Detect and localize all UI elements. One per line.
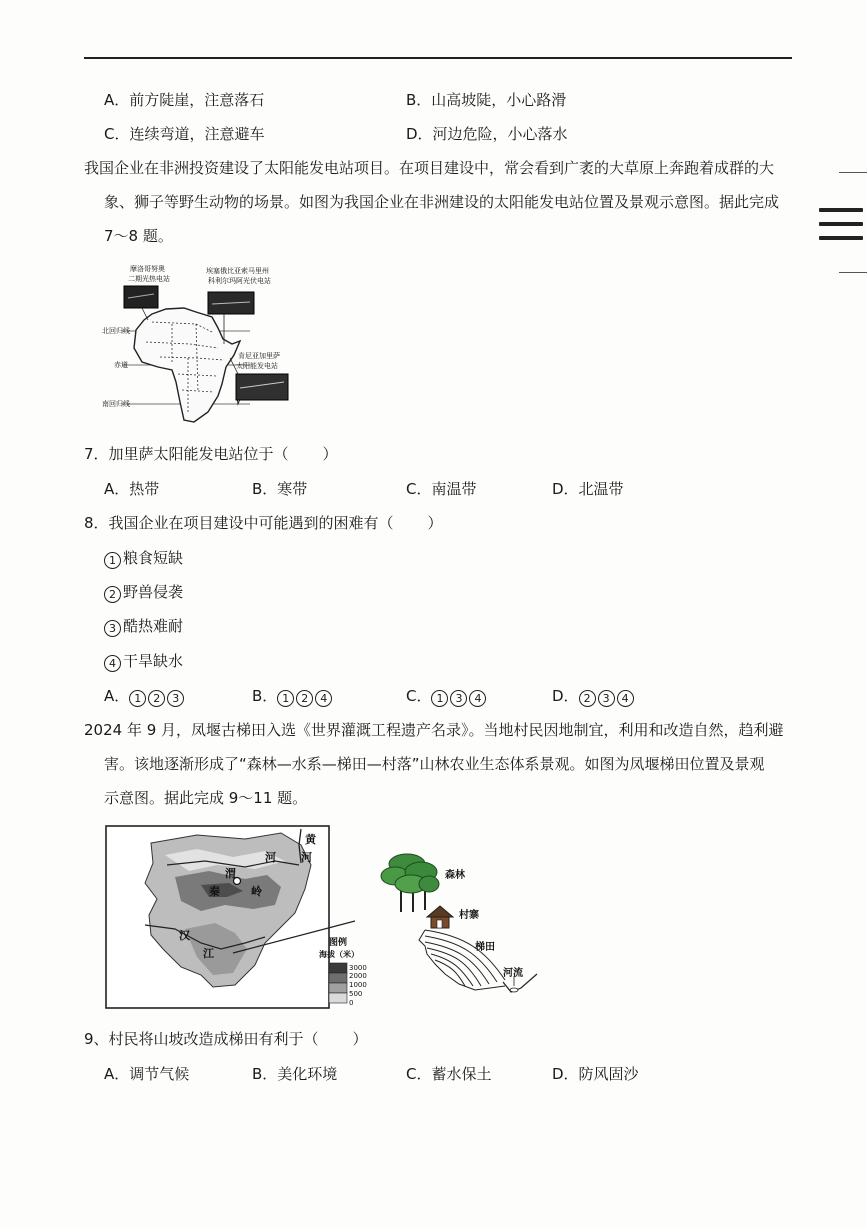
circled-number: 3: [598, 690, 615, 707]
intro-7-8-line2: 象、狮子等野生动物的场景。如图为我国企业在非洲建设的太阳能发电站位置及景观示意图。据此完成: [104, 193, 780, 211]
q8-item-4: [104, 651, 183, 672]
intro-9-11-line2: 害。该地逐渐形成了“森林—水系—梯田—村落”山林农业生态体系景观。如图为凤堰梯田位置及景观: [104, 755, 765, 773]
legend-swatch-4: [329, 993, 347, 1003]
menu-bar-1[interactable]: [819, 208, 863, 212]
q7-option-a[interactable]: A．热带: [104, 480, 160, 498]
circled-number: 4: [104, 655, 121, 672]
q6-option-a[interactable]: A．前方陡崖，注意落石: [104, 91, 265, 109]
circled-number: 4: [469, 690, 486, 707]
label-ling: 岭: [251, 885, 262, 898]
terrace-landscape-diagram: [355, 850, 555, 1000]
q7-option-b[interactable]: B．寒带: [252, 480, 308, 498]
intro-7-8-line3: 7～8 题。: [104, 227, 173, 245]
legend-title: 图例: [329, 938, 348, 948]
q8-close-paren: ）: [427, 514, 443, 532]
legend-swatch-3: [329, 983, 347, 993]
circled-number: 1: [104, 552, 121, 569]
q9-option-c[interactable]: C．蓄水保土: [406, 1065, 492, 1083]
intro-9-11-line3: 示意图。据此完成 9～11 题。: [104, 789, 308, 807]
label-wei: 渭: [225, 867, 236, 880]
q8-option-d[interactable]: [552, 686, 636, 707]
option-letter: B．: [252, 687, 278, 705]
edge-mark-bottom: [839, 272, 867, 273]
legend-value-0: 0: [349, 999, 354, 1007]
top-rule: [84, 57, 792, 59]
circled-number: 3: [167, 690, 184, 707]
legend-value-3000: 3000: [349, 964, 367, 972]
circled-number: 2: [148, 690, 165, 707]
legend-value-500: 500: [349, 990, 363, 998]
legend-value-1000: 1000: [349, 981, 367, 989]
morocco-photo: [124, 286, 158, 308]
forest-trees: [381, 854, 439, 912]
africa-solar-map: [100, 262, 300, 430]
q8-item-text: 干旱缺水: [123, 652, 184, 670]
q7-close-paren: ）: [322, 445, 338, 463]
q7-option-c[interactable]: C．南温带: [406, 480, 477, 498]
label-kenya-1: 肯尼亚加里萨: [238, 352, 280, 360]
q9-stem: [84, 1029, 368, 1049]
legend-value-2000: 2000: [349, 972, 367, 980]
q8-option-c[interactable]: [406, 686, 488, 707]
q7-stem: [84, 444, 338, 464]
q9-option-a[interactable]: A．调节气候: [104, 1065, 190, 1083]
village-house: [427, 906, 453, 928]
q8-item-text: 粮食短缺: [123, 549, 184, 567]
intro-7-8: [84, 151, 794, 253]
q8-option-a[interactable]: [104, 686, 186, 707]
label-qin: 秦: [209, 885, 220, 898]
q9-close-paren: ）: [352, 1030, 368, 1048]
option-letter: D．: [552, 687, 579, 705]
legend-swatch-2: [329, 973, 347, 983]
label-he-1: 河: [265, 851, 276, 864]
label-morocco-2: 二期光热电站: [128, 275, 170, 283]
q7-option-d[interactable]: D．北温带: [552, 480, 624, 498]
menu-bar-3[interactable]: [819, 236, 863, 240]
label-kenya-2: 太阳能发电站: [236, 362, 278, 370]
q6-option-c[interactable]: C．连续弯道，注意避车: [104, 125, 265, 143]
shaanxi-relief-map: [105, 825, 367, 1011]
q8-item-text: 野兽侵袭: [123, 583, 184, 601]
label-morocco-1: 摩洛哥努奥: [130, 265, 165, 273]
q6-option-d[interactable]: D．河边危险，小心落水: [406, 125, 568, 143]
option-letter: A．: [104, 687, 130, 705]
label-jiang: 江: [203, 947, 214, 960]
q8-stem: [84, 513, 443, 533]
circled-number: 2: [104, 586, 121, 603]
label-he-2: 河: [301, 851, 312, 864]
label-ethiopia-1: 埃塞俄比亚索马里州: [206, 267, 269, 275]
label-ethiopia-2: 科利尔玛阿光伏电站: [208, 277, 271, 285]
q8-item-3: [104, 616, 183, 637]
q8-stem-text: 8．我国企业在项目建设中可能遇到的困难有（: [84, 514, 394, 532]
q8-item-1: [104, 548, 183, 569]
river-icon: [510, 988, 518, 992]
menu-bar-2[interactable]: [819, 222, 863, 226]
circled-number: 3: [104, 620, 121, 637]
label-han: 汉: [179, 929, 190, 942]
q8-option-b[interactable]: [252, 686, 334, 707]
label-forest: 森林: [445, 870, 465, 881]
q7-stem-text: 7．加里萨太阳能发电站位于（: [84, 445, 289, 463]
label-equator: 赤道: [114, 361, 128, 369]
circled-number: 4: [315, 690, 332, 707]
q9-stem-text: 9、村民将山坡改造成梯田有利于（: [84, 1030, 319, 1048]
circled-number: 2: [296, 690, 313, 707]
intro-9-11-line1: 2024 年 9 月，凤堰古梯田入选《世界灌溉工程遗产名录》。当地村民因地制宜，利用和改造自然，趋利避: [84, 721, 784, 739]
intro-9-11: [84, 713, 794, 815]
q9-option-d[interactable]: D．防风固沙: [552, 1065, 639, 1083]
intro-7-8-line1: 我国企业在非洲投资建设了太阳能发电站项目。在项目建设中，常会看到广袤的大草原上奔跑着成群的大: [84, 159, 775, 177]
circled-number: 1: [431, 690, 448, 707]
option-letter: C．: [406, 687, 432, 705]
q8-item-2: [104, 582, 183, 603]
circled-number: 3: [450, 690, 467, 707]
legend-swatch-1: [329, 963, 347, 973]
label-tropic-capricorn: 南回归线: [102, 400, 130, 408]
circled-number: 1: [129, 690, 146, 707]
terrace-steps: [419, 930, 505, 990]
edge-mark-top: [839, 172, 867, 173]
legend-unit: 海拔（米）: [319, 950, 359, 959]
label-huang: 黄: [305, 833, 316, 846]
q8-item-text: 酷热难耐: [123, 617, 184, 635]
label-river: 河流: [503, 968, 523, 979]
circled-number: 1: [277, 690, 294, 707]
q6-option-b[interactable]: B．山高坡陡，小心路滑: [406, 91, 567, 109]
q9-option-b[interactable]: B．美化环境: [252, 1065, 338, 1083]
label-terrace: 梯田: [475, 942, 495, 953]
circled-number: 4: [617, 690, 634, 707]
label-tropic-cancer: 北回归线: [102, 327, 130, 335]
circled-number: 2: [579, 690, 596, 707]
label-village: 村寨: [459, 910, 479, 921]
